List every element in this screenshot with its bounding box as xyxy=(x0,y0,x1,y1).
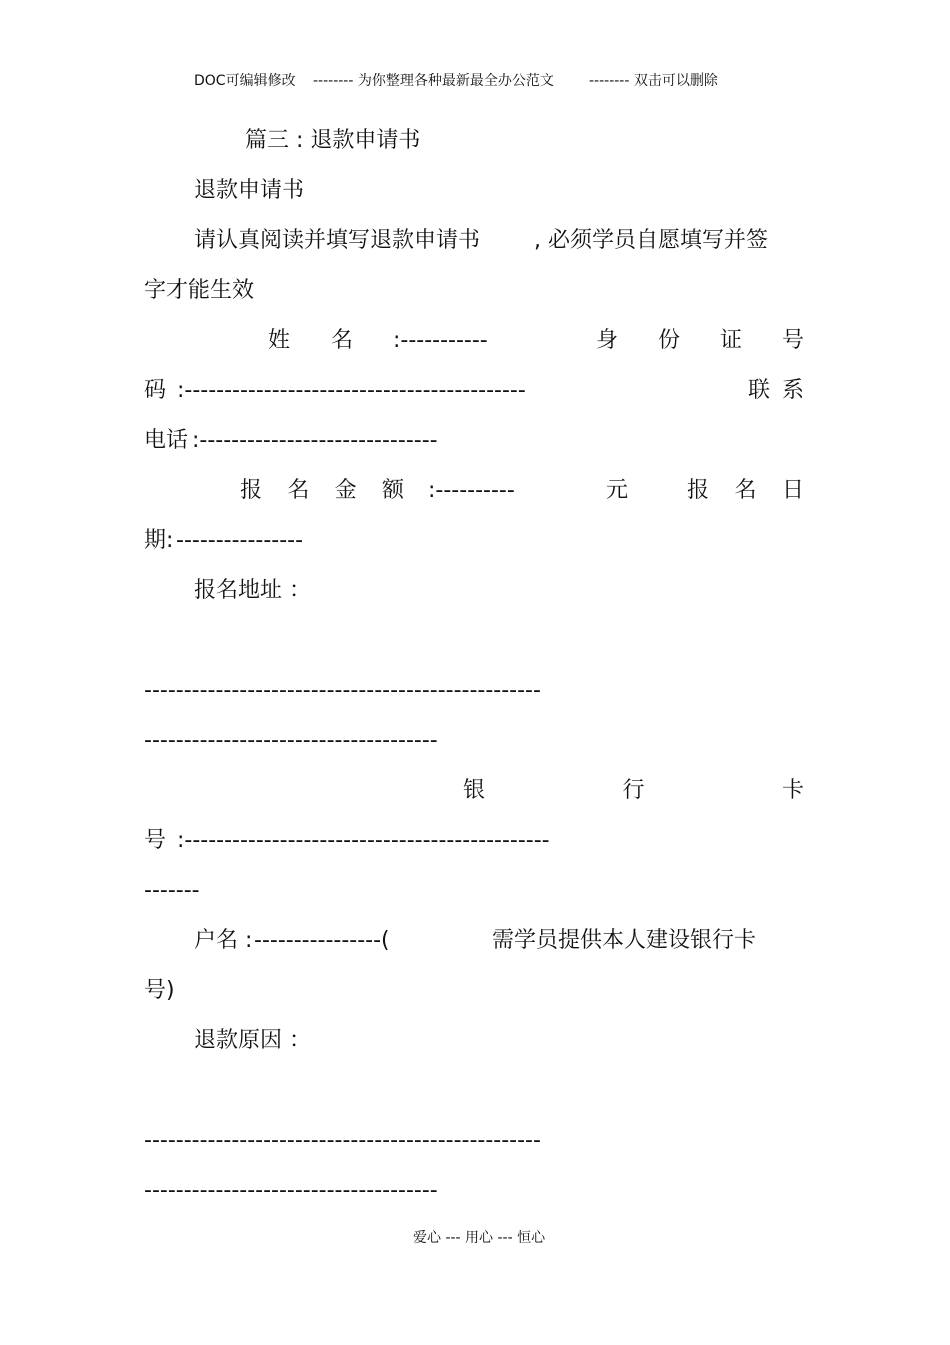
intro-line-2: 字才能生效 xyxy=(144,278,255,303)
reason-label: 退款原因 ： xyxy=(194,1028,311,1053)
id-label-char: 号 xyxy=(781,328,804,353)
id-label-char: 身 xyxy=(596,328,619,353)
bank-label-char: 银 xyxy=(463,778,486,803)
phone-label-char: 联 xyxy=(748,378,771,403)
phone-value: :------------------------------ xyxy=(192,428,438,453)
address-label: 报名地址 ： xyxy=(194,578,311,603)
id-value: :------------------------------------------- xyxy=(177,378,526,403)
amount-value: :---------- xyxy=(428,478,515,503)
account-label: 户名 : xyxy=(194,928,253,953)
amount-label-char: 名 xyxy=(287,478,310,503)
date-label-line-2: 期: xyxy=(144,528,174,553)
name-value: :----------- xyxy=(393,328,488,353)
id-label-line-1 xyxy=(596,330,804,352)
date-label-char: 日 xyxy=(781,478,804,503)
amount-label-char: 额 xyxy=(381,478,404,503)
reason-line-2: ------------------------------------- xyxy=(144,1178,438,1203)
footer-slogan: 爱心 --- 用心 --- 恒心 xyxy=(413,1230,546,1246)
reason-line-1: -------------------------------------------------- xyxy=(144,1128,541,1153)
bank-label-line-1 xyxy=(463,780,804,802)
document-title: 退款申请书 xyxy=(194,178,305,203)
name-label-char-1: 姓 xyxy=(268,328,291,353)
id-label-char: 份 xyxy=(657,328,680,353)
bank-value: :---------------------------------------------- xyxy=(177,828,550,853)
name-label-char-2: 名 xyxy=(331,328,354,353)
phone-label-line-2: 电话 xyxy=(144,428,189,453)
header-right: -------- 双击可以删除 xyxy=(589,73,718,89)
bank-value-continued: ------- xyxy=(144,878,200,903)
date-value: ---------------- xyxy=(176,528,304,553)
intro-line-1b: , 必须学员自愿填写并签 xyxy=(534,228,768,253)
date-label-char: 报 xyxy=(687,478,710,503)
amount-label-char: 报 xyxy=(240,478,263,503)
bank-label-char: 行 xyxy=(622,778,645,803)
id-label-line-2: 码 xyxy=(144,378,167,403)
phone-label-char: 系 xyxy=(781,378,804,403)
bank-label-line-2: 号 xyxy=(144,828,167,853)
header-left: DOC可编辑修改 xyxy=(194,73,296,89)
id-label-char: 证 xyxy=(719,328,742,353)
amount-label-char: 金 xyxy=(334,478,357,503)
bank-label-char: 卡 xyxy=(781,778,804,803)
date-label-char: 名 xyxy=(734,478,757,503)
amount-unit: 元 xyxy=(606,478,629,503)
account-note: 需学员提供本人建设银行卡 xyxy=(492,928,757,953)
intro-line-1a: 请认真阅读并填写退款申请书 xyxy=(194,228,481,253)
amount-label xyxy=(240,480,404,502)
date-label-line-1 xyxy=(687,480,804,502)
account-value: ----------------( xyxy=(254,928,390,953)
section-title: 篇三 : 退款申请书 xyxy=(245,128,421,153)
header-middle: -------- 为你整理各种最新最全办公范文 xyxy=(313,73,554,89)
address-line-1: -------------------------------------------------- xyxy=(144,678,541,703)
phone-label-line-1 xyxy=(748,380,804,402)
account-note-continued: 号) xyxy=(144,978,175,1003)
address-line-2: ------------------------------------- xyxy=(144,728,438,753)
